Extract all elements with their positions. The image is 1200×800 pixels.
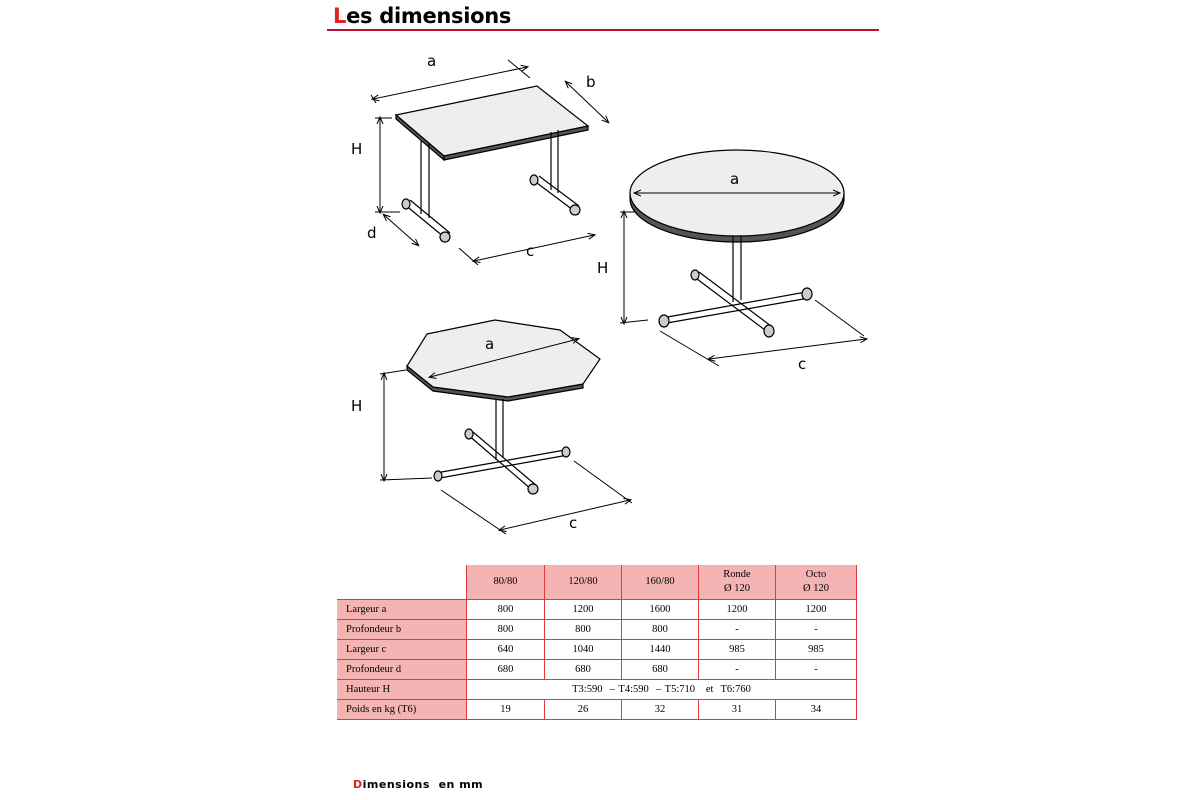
footnote-initial: D xyxy=(353,778,363,791)
rect-label-a: a xyxy=(427,52,437,70)
table-cell: 680 xyxy=(467,660,545,680)
header-80-80 xyxy=(467,565,545,600)
round-label-c: c xyxy=(798,355,807,373)
table-cell: 32 xyxy=(622,700,699,720)
table-cell: - xyxy=(699,620,776,640)
table-row xyxy=(337,640,857,660)
table-row xyxy=(337,660,857,680)
round-label-H: H xyxy=(597,259,609,277)
row-label-poids: Poids en kg (T6) xyxy=(337,700,467,720)
table-cell: 34 xyxy=(776,700,857,720)
table-cell: 985 xyxy=(699,640,776,660)
table-row-hauteur xyxy=(337,680,857,700)
table-cell: 800 xyxy=(622,620,699,640)
table-cell: - xyxy=(776,660,857,680)
table-cell: 1440 xyxy=(622,640,699,660)
table-cell: 31 xyxy=(699,700,776,720)
row-label-hauteur: Hauteur H xyxy=(337,680,467,700)
rect-label-c: c xyxy=(526,242,535,260)
table-cell: - xyxy=(776,620,857,640)
header-label: Octo xyxy=(805,569,827,580)
table-cell: 1200 xyxy=(545,600,622,620)
table-cell: 800 xyxy=(467,620,545,640)
header-ronde xyxy=(699,565,776,600)
table-row xyxy=(337,600,857,620)
table-cell: 985 xyxy=(776,640,857,660)
table-cell: 19 xyxy=(467,700,545,720)
table-row xyxy=(337,620,857,640)
row-label-largeur-a: Largeur a xyxy=(337,600,467,620)
round-label-a: a xyxy=(730,170,740,188)
table-cell: 640 xyxy=(467,640,545,660)
table-cell: 800 xyxy=(467,600,545,620)
table-cell: 1200 xyxy=(776,600,857,620)
table-cell: 680 xyxy=(545,660,622,680)
octo-label-a: a xyxy=(485,335,495,353)
row-label-largeur-c: Largeur c xyxy=(337,640,467,660)
table-header-row xyxy=(337,565,857,600)
octo-label-H: H xyxy=(351,397,363,415)
rect-label-H: H xyxy=(351,140,363,158)
header-label: 120/80 xyxy=(568,576,598,587)
row-label-profondeur-b: Profondeur b xyxy=(337,620,467,640)
table-cell: - xyxy=(699,660,776,680)
table-cell: 26 xyxy=(545,700,622,720)
header-octo xyxy=(776,565,857,600)
header-sublabel: Ø 120 xyxy=(724,583,750,594)
table-cell: 1200 xyxy=(699,600,776,620)
table-cell: 1040 xyxy=(545,640,622,660)
dimensions-table xyxy=(337,565,857,720)
row-label-profondeur-d: Profondeur d xyxy=(337,660,467,680)
footnote-rest: imensions en mm xyxy=(362,778,484,791)
header-sublabel: Ø 120 xyxy=(803,583,829,594)
header-120-80 xyxy=(545,565,622,600)
units-footnote xyxy=(353,778,483,791)
octo-table-drawing xyxy=(407,320,600,494)
table-cell: 800 xyxy=(545,620,622,640)
rect-label-d: d xyxy=(367,224,377,242)
table-corner-cell xyxy=(337,565,467,600)
rect-table-dimensions xyxy=(371,60,608,265)
table-row-poids xyxy=(337,700,857,720)
rect-label-b: b xyxy=(586,73,596,91)
octo-label-c: c xyxy=(569,514,578,532)
title-initial: L xyxy=(333,4,347,28)
rect-table-drawing xyxy=(396,86,588,242)
table-cell: 1600 xyxy=(622,600,699,620)
header-label: 80/80 xyxy=(493,576,518,587)
table-cell: 680 xyxy=(622,660,699,680)
header-label: Ronde xyxy=(723,569,751,580)
header-160-80 xyxy=(622,565,699,600)
header-label: 160/80 xyxy=(645,576,675,587)
hauteur-value: T3:590 – T4:590 – T5:710 et T6:760 xyxy=(467,680,857,700)
title-rest: es dimensions xyxy=(346,4,512,28)
